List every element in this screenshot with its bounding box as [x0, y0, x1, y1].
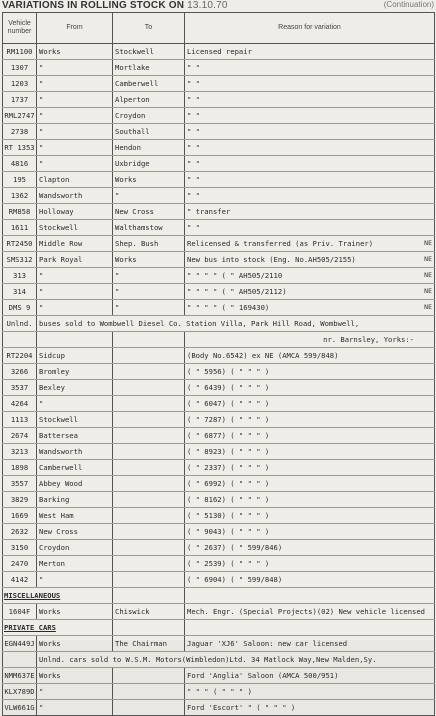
table-row [3, 380, 435, 396]
table-row [3, 700, 435, 716]
cell-reason [185, 172, 435, 188]
cell-to [113, 700, 185, 716]
cell-from: New Cross [37, 524, 113, 540]
table-row [3, 684, 435, 700]
cell-from: Park Royal [37, 252, 113, 268]
cell-reason: ( " 7287) ( " " " ) [185, 412, 435, 428]
reason-text: " " [187, 95, 200, 104]
cell-to [113, 620, 185, 636]
table-row [3, 284, 435, 300]
cell-from [37, 332, 113, 348]
cell-reason [185, 156, 435, 172]
cell-reason [185, 76, 435, 92]
cell-from: Bromley [37, 364, 113, 380]
section-label-miscellaneous: MISCELLANEOUS [3, 588, 113, 604]
cell-vehicle: 314 [3, 284, 37, 300]
cell-from: " [37, 92, 113, 108]
table-row [3, 188, 435, 204]
heading-date: 13.10.70 [187, 0, 228, 11]
cell-to: " [113, 284, 185, 300]
table-body [3, 44, 435, 716]
cell-from: Wandsworth [37, 444, 113, 460]
cell-to [113, 492, 185, 508]
cell-from: " [37, 140, 113, 156]
column-header-reason: Reason for variation [185, 13, 435, 44]
cell-from: Stockwell [37, 220, 113, 236]
table-row [3, 572, 435, 588]
reason-text: " " " " ( " 169430) [187, 303, 270, 312]
cell-reason [185, 44, 435, 60]
cell-reason: Jaguar 'XJ6' Saloon: new car licensed [185, 636, 435, 652]
cell-vehicle: 2738 [3, 124, 37, 140]
column-header-from: From [37, 13, 113, 44]
cell-reason: ( " 6992) ( " " " ) [185, 476, 435, 492]
cell-from: Abbey Wood [37, 476, 113, 492]
cell-vehicle: EGN449J [3, 636, 37, 652]
reason-text: Relicensed & transferred (as Priv. Trainer) [187, 239, 374, 248]
cell-to: Hendon [113, 140, 185, 156]
table-row [3, 444, 435, 460]
cell-vehicle: KLX789D [3, 684, 37, 700]
cell-to: Chiswick [113, 604, 185, 620]
reason-text: " " [187, 191, 200, 200]
cell-from: " [37, 284, 113, 300]
cell-vehicle: 3213 [3, 444, 37, 460]
cell-reason: Mech. Engr. (Special Projects)(02) New vehicle licensed [185, 604, 435, 620]
table-row [3, 524, 435, 540]
cell-vehicle: 1307 [3, 60, 37, 76]
cell-vehicle: 2674 [3, 428, 37, 444]
section-row [3, 620, 435, 636]
cell-reason [185, 236, 435, 252]
cell-to [113, 364, 185, 380]
reason-text: " " [187, 223, 200, 232]
cell-vehicle: 3537 [3, 380, 37, 396]
table-row [3, 316, 435, 332]
cell-to [113, 524, 185, 540]
cell-reason: ( " 2637) ( " 599/846) [185, 540, 435, 556]
cell-to: " [113, 300, 185, 316]
reason-text: " " [187, 143, 200, 152]
cell-vehicle [3, 332, 37, 348]
cell-to: New Cross [113, 204, 185, 220]
table-row [3, 652, 435, 668]
reason-text: " " [187, 79, 200, 88]
cell-reason [185, 92, 435, 108]
table-row [3, 252, 435, 268]
cell-to [113, 556, 185, 572]
table-row [3, 508, 435, 524]
cell-reason: nr. Barnsley, Yorks:- [185, 332, 435, 348]
cell-vehicle: 1362 [3, 188, 37, 204]
table-row [3, 460, 435, 476]
cell-vehicle: 1669 [3, 508, 37, 524]
cell-reason: ( " 8162) ( " " " ) [185, 492, 435, 508]
table-row [3, 156, 435, 172]
cell-to [113, 380, 185, 396]
table-row [3, 300, 435, 316]
cell-to [113, 684, 185, 700]
cell-reason: Ford 'Escort' " ( " " " ) [185, 700, 435, 716]
cell-from: Works [37, 668, 113, 684]
cell-from: " [37, 300, 113, 316]
cell-vehicle: RML2747 [3, 108, 37, 124]
cell-to: Shep. Bush [113, 236, 185, 252]
section-label-private-cars: PRIVATE CARS [3, 620, 113, 636]
reason-text: " " [187, 175, 200, 184]
cell-to: Uxbridge [113, 156, 185, 172]
cell-reason [185, 60, 435, 76]
table-row [3, 428, 435, 444]
cell-vehicle: VLW661G [3, 700, 37, 716]
cell-vehicle: 313 [3, 268, 37, 284]
cell-reason: ( " 8923) ( " " " ) [185, 444, 435, 460]
cell-reason [185, 188, 435, 204]
table-row [3, 124, 435, 140]
table-row [3, 140, 435, 156]
cell-vehicle: 1611 [3, 220, 37, 236]
cell-reason: ( " 5130) ( " " " ) [185, 508, 435, 524]
cell-vehicle [3, 652, 37, 668]
cell-from: Wandsworth [37, 188, 113, 204]
cell-to: The Chairman [113, 636, 185, 652]
cell-to: " [113, 268, 185, 284]
table-row [3, 364, 435, 380]
table-row [3, 204, 435, 220]
cell-vehicle: RT2450 [3, 236, 37, 252]
column-header-vehicle: Vehicle number [3, 13, 37, 44]
cell-reason: ( " 2539) ( " " " ) [185, 556, 435, 572]
cell-from: " [37, 60, 113, 76]
table-row [3, 540, 435, 556]
cell-vehicle: 3266 [3, 364, 37, 380]
cell-from: " [37, 572, 113, 588]
cell-from: Merton [37, 556, 113, 572]
reason-text: " " [187, 63, 200, 72]
cell-span-text: buses sold to Wombwell Diesel Co. Station Villa, Park Hill Road, Wombwell, [37, 316, 435, 332]
cell-vehicle: 1604F [3, 604, 37, 620]
cell-from: " [37, 396, 113, 412]
reason-text: New bus into stock (Eng. No.AH505/2155) [187, 255, 356, 264]
cell-from: Barking [37, 492, 113, 508]
cell-to: Mortlake [113, 60, 185, 76]
table-row [3, 236, 435, 252]
cell-reason: ( " 9043) ( " " " ) [185, 524, 435, 540]
column-header-to: To [113, 13, 185, 44]
cell-vehicle: 1203 [3, 76, 37, 92]
cell-reason [185, 588, 435, 604]
table-row [3, 92, 435, 108]
table-row [3, 668, 435, 684]
table-row [3, 492, 435, 508]
cell-reason [185, 204, 435, 220]
table-header-row [3, 13, 435, 44]
cell-to: Works [113, 172, 185, 188]
cell-vehicle: DMS 9 [3, 300, 37, 316]
cell-to [113, 540, 185, 556]
reason-note: NE [424, 239, 432, 247]
cell-from: Sidcup [37, 348, 113, 364]
reason-text: Licensed repair [187, 47, 252, 56]
cell-vehicle: 3829 [3, 492, 37, 508]
section-row [3, 588, 435, 604]
cell-to [113, 348, 185, 364]
cell-vehicle: 2470 [3, 556, 37, 572]
cell-vehicle: RM858 [3, 204, 37, 220]
cell-vehicle: 1737 [3, 92, 37, 108]
cell-from: Holloway [37, 204, 113, 220]
cell-vehicle: Unlnd. [3, 316, 37, 332]
heading-title: VARIATIONS IN ROLLING STOCK ON [2, 0, 185, 11]
cell-to [113, 428, 185, 444]
table-row [3, 108, 435, 124]
continuation-label: (Continuation) [383, 0, 434, 9]
cell-to: Stockwell [113, 44, 185, 60]
reason-text: " transfer [187, 207, 231, 216]
reason-text: " " [187, 111, 200, 120]
cell-to [113, 412, 185, 428]
cell-vehicle: 3557 [3, 476, 37, 492]
cell-vehicle: 4264 [3, 396, 37, 412]
cell-reason: ( " 6439) ( " " " ) [185, 380, 435, 396]
table-row [3, 348, 435, 364]
cell-reason: ( " 6904) ( " 599/848) [185, 572, 435, 588]
cell-from: " [37, 124, 113, 140]
cell-reason: ( " 6047) ( " " " ) [185, 396, 435, 412]
table-row [3, 636, 435, 652]
cell-vehicle: 2632 [3, 524, 37, 540]
cell-vehicle: 4816 [3, 156, 37, 172]
table-row [3, 332, 435, 348]
cell-from: Croydon [37, 540, 113, 556]
cell-reason [185, 220, 435, 236]
cell-vehicle: RM1100 [3, 44, 37, 60]
cell-from: " [37, 268, 113, 284]
table-row [3, 476, 435, 492]
cell-to: Camberwell [113, 76, 185, 92]
table-row [3, 556, 435, 572]
cell-from: Works [37, 44, 113, 60]
table-row [3, 172, 435, 188]
cell-from: " [37, 76, 113, 92]
cell-reason: ( " 6877) ( " " " ) [185, 428, 435, 444]
cell-to [113, 332, 185, 348]
table-row [3, 396, 435, 412]
cell-reason [185, 140, 435, 156]
cell-to [113, 572, 185, 588]
cell-from: Battersea [37, 428, 113, 444]
reason-note: NE [424, 303, 432, 311]
cell-to [113, 460, 185, 476]
cell-from: Stockwell [37, 412, 113, 428]
cell-reason [185, 252, 435, 268]
cell-to [113, 668, 185, 684]
cell-to: Croydon [113, 108, 185, 124]
reason-note: NE [424, 287, 432, 295]
cell-to [113, 476, 185, 492]
cell-from: " [37, 156, 113, 172]
cell-reason [185, 108, 435, 124]
cell-to: Alperton [113, 92, 185, 108]
cell-to [113, 588, 185, 604]
table-row [3, 60, 435, 76]
table-row [3, 604, 435, 620]
table-row [3, 268, 435, 284]
reason-note: NE [424, 255, 432, 263]
cell-reason [185, 124, 435, 140]
cell-from: " [37, 700, 113, 716]
reason-text: " " [187, 127, 200, 136]
cell-span-text: Unlnd. cars sold to W.S.M. Motors(Wimbledon)Ltd. 34 Matlock Way,New Malden,Sy. [37, 652, 435, 668]
cell-vehicle: RT2204 [3, 348, 37, 364]
reason-text: " " " " ( " AH505/2112) [187, 287, 287, 296]
cell-vehicle: NMM637E [3, 668, 37, 684]
table-row [3, 412, 435, 428]
cell-reason [185, 300, 435, 316]
cell-reason [185, 620, 435, 636]
cell-to [113, 396, 185, 412]
cell-vehicle: SMS312 [3, 252, 37, 268]
cell-to: Southall [113, 124, 185, 140]
cell-from: Clapton [37, 172, 113, 188]
cell-from: Works [37, 604, 113, 620]
cell-vehicle: 4142 [3, 572, 37, 588]
cell-reason: " " " ( " " " ) [185, 684, 435, 700]
cell-from: Works [37, 636, 113, 652]
cell-from: Middle Row [37, 236, 113, 252]
table-row [3, 44, 435, 60]
reason-text: " " [187, 159, 200, 168]
cell-from: Bexley [37, 380, 113, 396]
cell-to: Walthamstow [113, 220, 185, 236]
cell-vehicle: 1113 [3, 412, 37, 428]
cell-reason: ( " 2337) ( " " " ) [185, 460, 435, 476]
cell-to [113, 508, 185, 524]
reason-note: NE [424, 271, 432, 279]
cell-reason: Ford 'Anglia' Saloon (AMCA 500/951) [185, 668, 435, 684]
reason-text: " " " " ( " AH505/2110 [187, 271, 283, 280]
cell-reason [185, 268, 435, 284]
table-row [3, 76, 435, 92]
cell-vehicle: 3150 [3, 540, 37, 556]
cell-from: " [37, 684, 113, 700]
cell-vehicle: RT 1353 [3, 140, 37, 156]
cell-reason: (Body No.6542) ex NE (AMCA 599/848) [185, 348, 435, 364]
cell-from: Camberwell [37, 460, 113, 476]
cell-reason [185, 284, 435, 300]
cell-to [113, 444, 185, 460]
cell-from: " [37, 108, 113, 124]
cell-vehicle: 1898 [3, 460, 37, 476]
cell-to: " [113, 188, 185, 204]
rolling-stock-table [2, 12, 435, 716]
cell-to: Works [113, 252, 185, 268]
table-row [3, 220, 435, 236]
cell-from: West Ham [37, 508, 113, 524]
cell-reason: ( " 5956) ( " " " ) [185, 364, 435, 380]
cell-vehicle: 195 [3, 172, 37, 188]
